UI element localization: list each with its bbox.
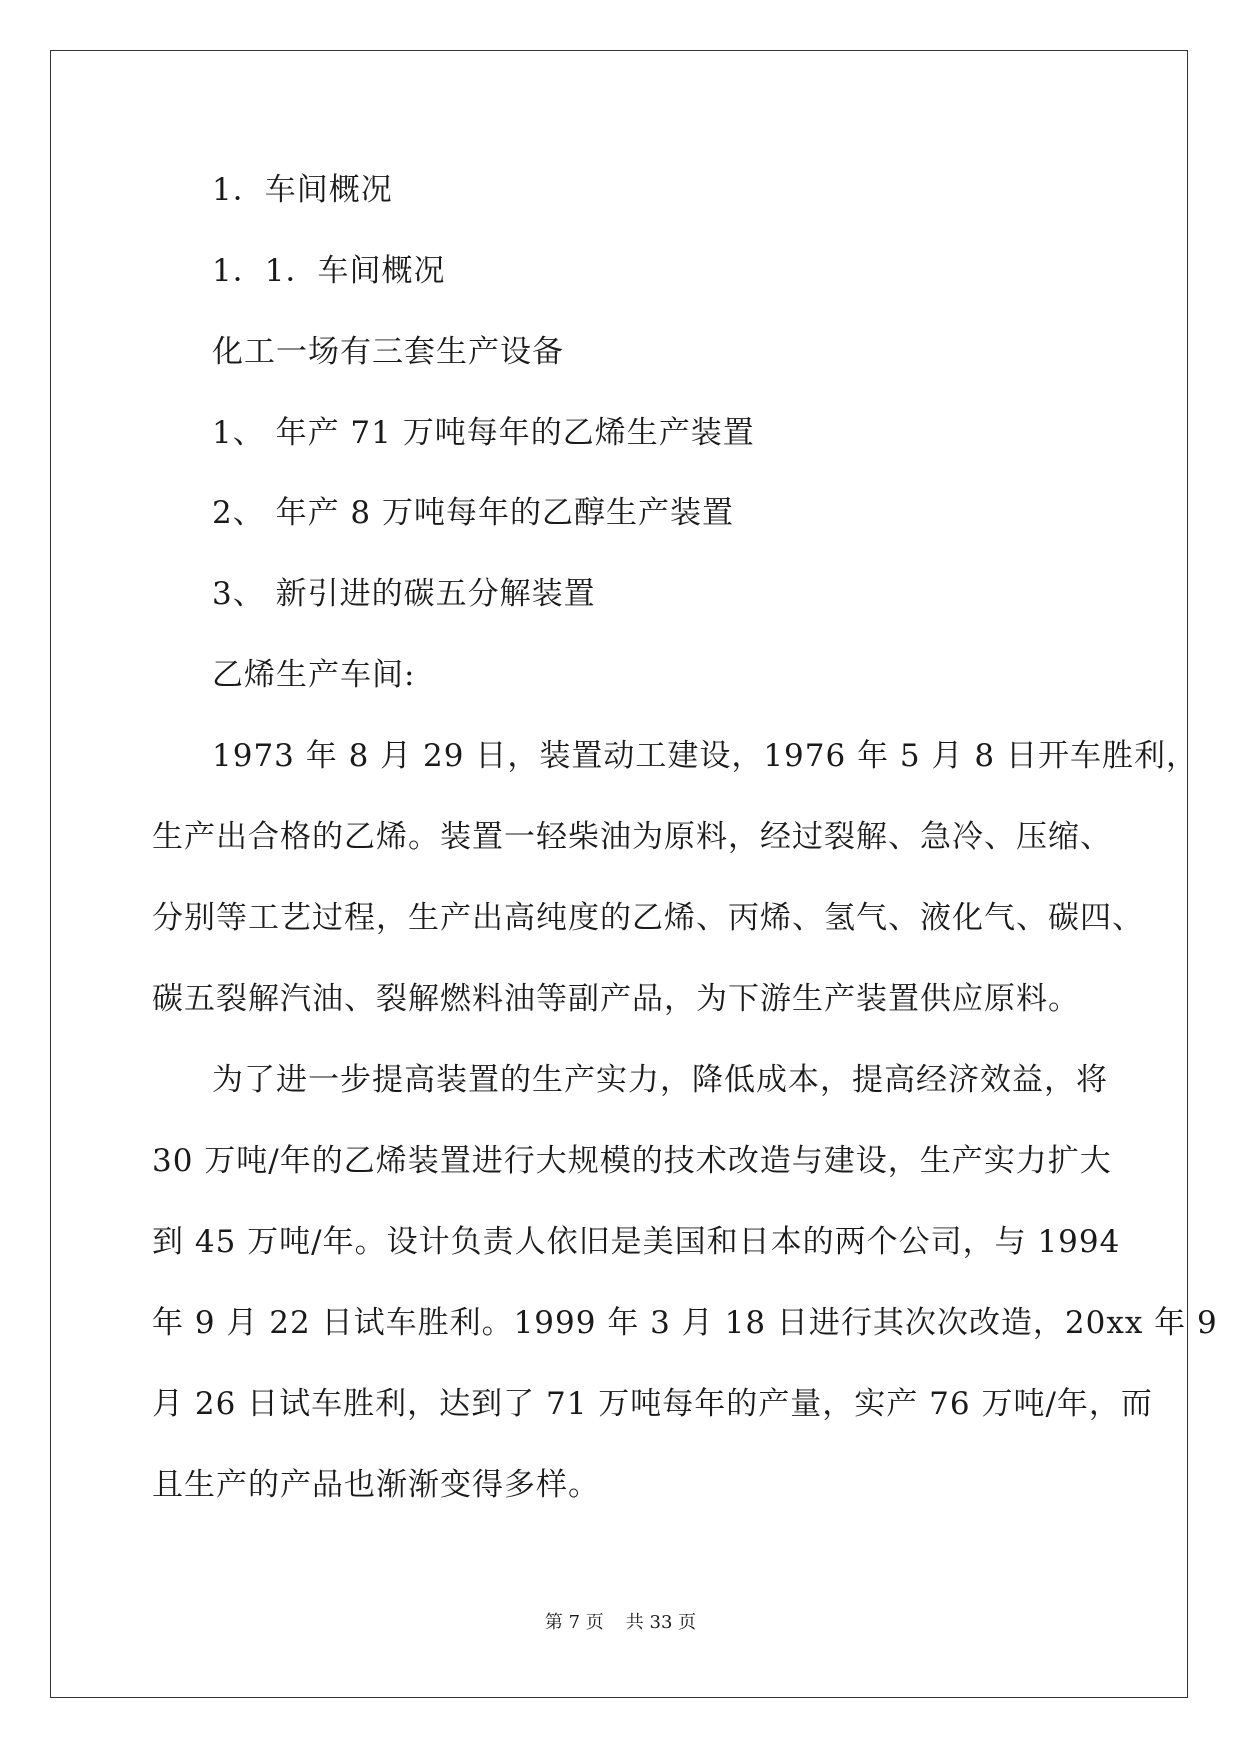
intro-text: 化工一场有三套生产设备 bbox=[212, 334, 564, 370]
equipment-list-item: 3、 新引进的碳五分解装置 bbox=[212, 576, 596, 612]
paragraph-line: 月 26 日试车胜利，达到了 71 万吨每年的产量，实产 76 万吨/年，而 bbox=[152, 1386, 1153, 1422]
paragraph-line: 年 9 月 22 日试车胜利。1999 年 3 月 18 日进行其次次改造，20xx 年 9 bbox=[152, 1305, 1218, 1341]
paragraph-line: 1973 年 8 月 29 日，装置动工建设，1976 年 5 月 8 日开车胜利， bbox=[212, 738, 1198, 774]
page-total: 共 33 页 bbox=[625, 1612, 697, 1633]
paragraph-line: 生产出合格的乙烯。装置一轻柴油为原料，经过裂解、急冷、压缩、 bbox=[152, 819, 1112, 855]
subheading-workshop-overview: 1．1．车间概况 bbox=[212, 253, 446, 289]
page-frame bbox=[50, 50, 1188, 1698]
paragraph-line: 且生产的产品也渐渐变得多样。 bbox=[152, 1467, 600, 1503]
paragraph-line: 30 万吨/年的乙烯装置进行大规模的技术改造与建设，生产实力扩大 bbox=[152, 1143, 1112, 1179]
section-label: 乙烯生产车间: bbox=[212, 657, 416, 693]
paragraph-line: 分别等工艺过程，生产出高纯度的乙烯、丙烯、氢气、液化气、碳四、 bbox=[152, 900, 1144, 936]
equipment-list-item: 1、 年产 71 万吨每年的乙烯生产装置 bbox=[212, 415, 755, 451]
page-footer bbox=[0, 1611, 1241, 1635]
page-number: 第 7 页 bbox=[544, 1612, 604, 1633]
paragraph-line: 碳五裂解汽油、裂解燃料油等副产品，为下游生产装置供应原料。 bbox=[152, 981, 1080, 1017]
equipment-list-item: 2、 年产 8 万吨每年的乙醇生产装置 bbox=[212, 495, 735, 531]
paragraph-line: 到 45 万吨/年。设计负责人依旧是美国和日本的两个公司，与 1994 bbox=[152, 1224, 1121, 1260]
heading-workshop-overview: 1．车间概况 bbox=[212, 172, 393, 208]
paragraph-line: 为了进一步提高装置的生产实力，降低成本，提高经济效益，将 bbox=[212, 1062, 1108, 1098]
